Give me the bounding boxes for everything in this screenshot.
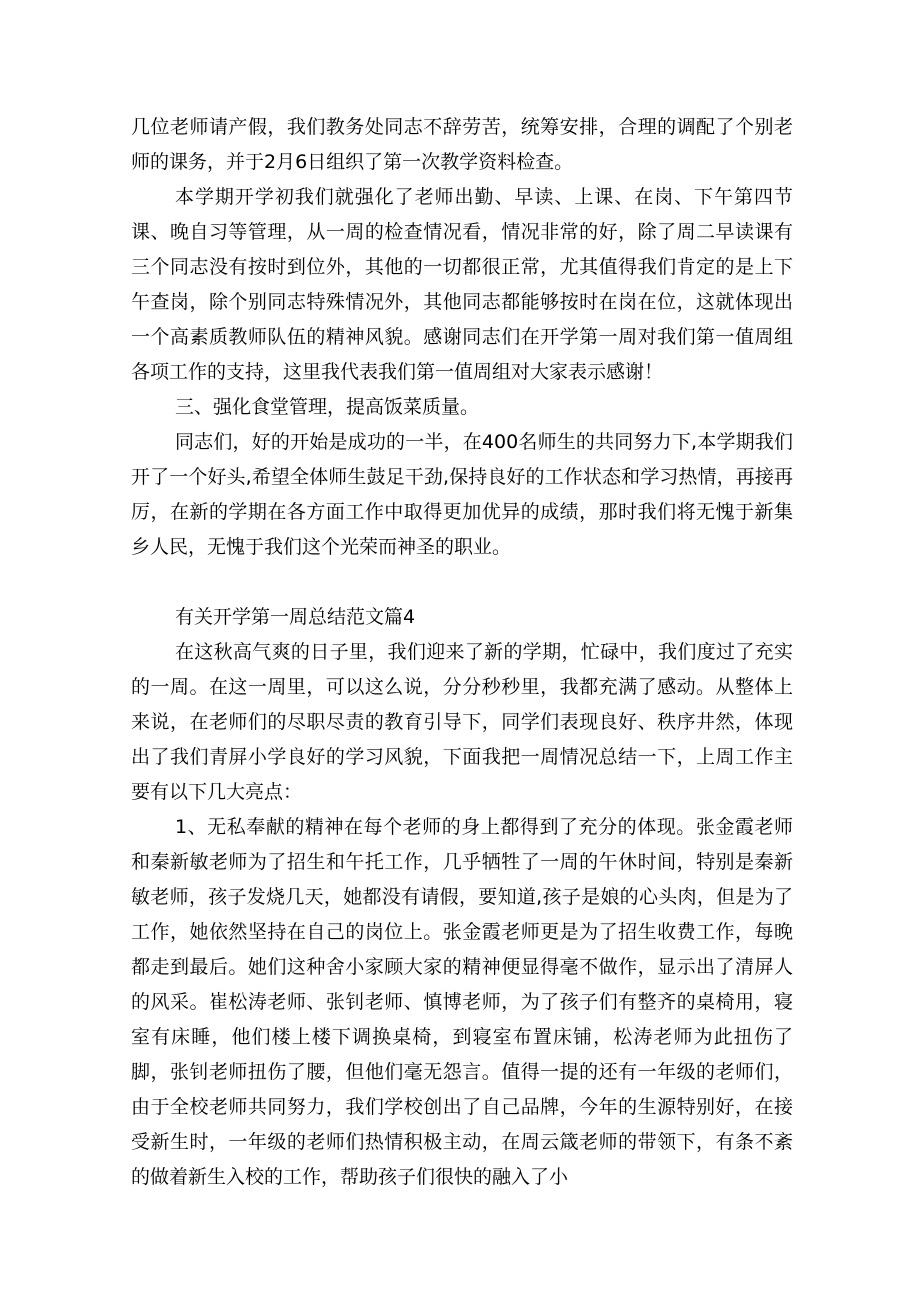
section-paragraph-2: 1、无私奉献的精神在每个老师的身上都得到了充分的体现。张金霞老师和秦新敏老师为了招生和午托工作，几乎牺牲了一周的午休时间，特别是秦新敏老师，孩子发烧几天，她都没有请假，要知道,孩子是娘的心头肉，但是为了工作，她依然坚持在自己的岗位上。张金霞老师更是为了招生收费工作，每晚都走到最后。她们这种舍小家顾大家的精神便显得毫不做作，显示出了清屏人的风采。崔松涛老师、张钊老师、慎博老师，为了孩子们有整齐的桌椅用，寝室有床睡，他们楼上楼下调换桌椅，到寝室布置床铺，松涛老师为此扭伤了脚，张钊老师扭伤了腰，但他们毫无怨言。值得一提的还有一年级的老师们，由于全校老师共同努力，我们学校创出了自己品牌，今年的生源特别好，在接受新生时，一年级的老师们热情积极主动，在周云箴老师的带领下，有条不紊的做着新生入校的工作，帮助孩子们很快的融入了小 <box>131 816 793 1188</box>
section-paragraph-1: 在这秋高气爽的日子里，我们迎来了新的学期，忙碌中，我们度过了充实的一周。在这一周里，可以这么说，分分秒秒里，我都充满了感动。从整体上来说，在老师们的尽职尽责的教育引导下，同学们表现良好、秩序井然，体现出了我们青屏小学良好的学习风貌，下面我把一周情况总结一下，上周工作主要有以下几大亮点： <box>131 641 793 803</box>
section-title: 有关开学第一周总结范文篇4 <box>175 606 416 628</box>
document-body <box>131 110 793 1195</box>
section-spacer <box>131 565 793 600</box>
paragraph-2: 本学期开学初我们就强化了老师出勤、早读、上课、在岗、下午第四节课、晚自习等管理，从一周的检查情况看，情况非常的好，除了周二早读课有三个同志没有按时到位外，其他的一切都很正常，尤其值得我们肯定的是上下午查岗，除个别同志特殊情况外，其他同志都能够按时在岗在位，这就体现出一个高素质教师队伍的精神风貌。感谢同志们在开学第一周对我们第一值周组各项工作的支持，这里我代表我们第一值周组对大家表示感谢！ <box>131 186 793 383</box>
paragraph-1: 几位老师请产假，我们教务处同志不辞劳苦，统筹安排，合理的调配了个别老师的课务，并于2月6日组织了第一次教学资料检查。 <box>131 116 793 173</box>
paragraph-3: 三、强化食堂管理，提高饭菜质量。 <box>175 396 480 418</box>
paragraph-4: 同志们，好的开始是成功的一半，在400名师生的共同努力下,本学期我们开了一个好头,希望全体师生鼓足干劲,保持良好的工作状态和学习热情，再接再厉，在新的学期在各方面工作中取得更加优异的成绩，那时我们将无愧于新集乡人民，无愧于我们这个光荣而神圣的职业。 <box>131 431 793 558</box>
